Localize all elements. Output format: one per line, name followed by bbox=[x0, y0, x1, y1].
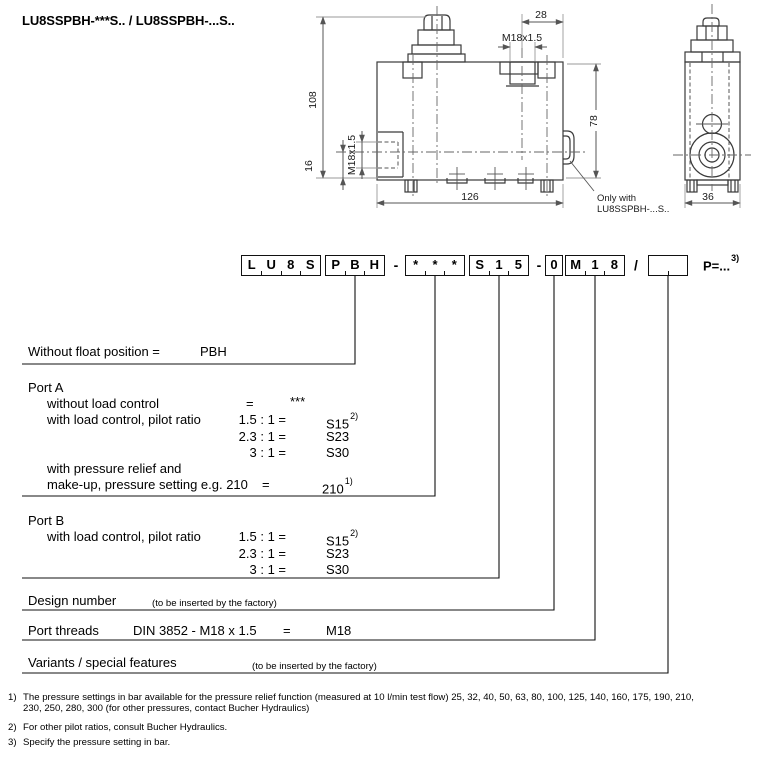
dim-16-label: 16 bbox=[303, 160, 315, 172]
code-char: 8 bbox=[281, 256, 301, 275]
code-char: H bbox=[365, 256, 384, 275]
code-box-port-a bbox=[405, 255, 465, 276]
code-char: 5 bbox=[509, 256, 528, 275]
value-text: 210 bbox=[322, 481, 344, 497]
port-a-row4-ratio: 3 : 1 = bbox=[249, 445, 286, 460]
dim-m18-top-label: M18x1.5 bbox=[501, 32, 543, 44]
code-slash: / bbox=[634, 257, 638, 273]
port-a-row2-ratio: 1.5 : 1 = bbox=[238, 412, 286, 427]
variants-label: Variants / special features bbox=[28, 655, 177, 670]
port-b-row1-ratio: 1.5 : 1 = bbox=[238, 529, 286, 544]
dim-28-label: 28 bbox=[535, 9, 547, 21]
code-char: 1 bbox=[585, 256, 604, 275]
code-char-empty bbox=[649, 256, 668, 275]
code-char: * bbox=[425, 256, 444, 275]
footnote-2-text: For other pilot ratios, consult Bucher Hydraulics. bbox=[23, 722, 228, 733]
port-b-row3-value: S30 bbox=[326, 562, 350, 577]
port-a-row1-value: *** bbox=[290, 394, 306, 409]
port-b-row2-ratio: 2.3 : 1 = bbox=[238, 546, 286, 561]
port-a-relief-value bbox=[322, 478, 353, 496]
dim-36-label: 36 bbox=[702, 191, 714, 203]
port-threads-spec: DIN 3852 - M18 x 1.5 bbox=[133, 623, 257, 638]
dim-78-label: 78 bbox=[588, 115, 600, 127]
code-box-design bbox=[545, 255, 563, 276]
design-number-note: (to be inserted by the factory) bbox=[152, 598, 277, 609]
code-char: * bbox=[413, 257, 419, 272]
code-box-port-b bbox=[469, 255, 529, 276]
code-char: P bbox=[331, 257, 340, 272]
port-b-row1-label: with load control, pilot ratio bbox=[47, 529, 201, 544]
only-with-note-line2: LU8SSPBH-...S.. bbox=[597, 204, 670, 215]
code-char: L bbox=[247, 257, 256, 272]
code-char: S bbox=[301, 256, 321, 275]
port-a-row3-value: S23 bbox=[326, 429, 350, 444]
port-b-row2-value: S23 bbox=[326, 546, 350, 561]
code-char: B bbox=[345, 256, 364, 275]
code-box-float bbox=[325, 255, 385, 276]
code-char: * bbox=[445, 256, 464, 275]
float-position-value: PBH bbox=[200, 344, 227, 359]
footnote-1-marker: 1) bbox=[8, 692, 17, 703]
dim-108-label: 108 bbox=[307, 91, 319, 109]
dim-m18-left-label: M18x1.5 bbox=[346, 134, 358, 176]
front-view-hidden-lines bbox=[378, 142, 398, 168]
code-char-empty bbox=[668, 256, 687, 275]
port-threads-label: Port threads bbox=[28, 623, 99, 638]
port-threads-eq: = bbox=[283, 623, 291, 638]
footnote-1-line2: 230, 250, 280, 300 (for other pressures, contact Bucher Hydraulics) bbox=[23, 703, 310, 714]
footnote-3-text: Specify the pressure setting in bar. bbox=[23, 737, 171, 748]
port-a-relief-label2: make-up, pressure setting e.g. 210 bbox=[47, 477, 248, 492]
code-box-threads bbox=[565, 255, 625, 276]
design-number-label: Design number bbox=[28, 593, 117, 608]
side-view-outline bbox=[685, 18, 740, 192]
code-char: 1 bbox=[489, 256, 508, 275]
notch-crosshairs bbox=[449, 167, 534, 190]
front-view-outline bbox=[377, 15, 574, 192]
centerlines bbox=[336, 4, 751, 196]
leader-line bbox=[570, 161, 594, 191]
dimension-lines bbox=[323, 17, 740, 203]
code-dash: - bbox=[536, 257, 542, 273]
port-b-row3-ratio: 3 : 1 = bbox=[249, 562, 286, 577]
code-box-series bbox=[241, 255, 321, 276]
value-text: S15 bbox=[326, 416, 350, 432]
float-position-label: Without float position = bbox=[28, 344, 160, 359]
port-a-row1-label: without load control bbox=[47, 396, 160, 411]
code-char: S bbox=[475, 257, 484, 272]
variants-note: (to be inserted by the factory) bbox=[252, 661, 377, 672]
port-a-relief-eq: = bbox=[262, 477, 270, 492]
footnote-ref-1: 1) bbox=[344, 476, 353, 486]
footnote-ref-2: 2) bbox=[350, 411, 359, 421]
code-suffix bbox=[703, 253, 740, 274]
footnote-3-marker: 3) bbox=[8, 737, 17, 748]
code-char: M bbox=[570, 257, 582, 272]
value-text: S15 bbox=[326, 533, 350, 549]
port-a-row3-ratio: 2.3 : 1 = bbox=[238, 429, 286, 444]
dim-126-label: 126 bbox=[461, 191, 479, 203]
port-b-header: Port B bbox=[28, 513, 65, 528]
port-a-row1-eq: = bbox=[246, 396, 254, 411]
footnote-2-marker: 2) bbox=[8, 722, 17, 733]
code-box-variants bbox=[648, 255, 688, 276]
port-a-row2-label: with load control, pilot ratio bbox=[47, 412, 201, 427]
footnote-1-line1: The pressure settings in bar available for the pressure relief function (measured at 10 l/min test flow) 25, 32, 40, 50, 63, 80, 100, 125, 140, 160, 175, 190, 210, bbox=[23, 692, 694, 703]
port-threads-value: M18 bbox=[326, 623, 352, 638]
footnote-ref-3: 3) bbox=[731, 253, 740, 263]
port-a-header: Port A bbox=[28, 380, 64, 395]
footnote-ref-2: 2) bbox=[350, 528, 359, 538]
code-char: U bbox=[262, 256, 282, 275]
code-char: 8 bbox=[605, 256, 624, 275]
page-title: LU8SSPBH-***S.. / LU8SSPBH-...S.. bbox=[22, 13, 235, 28]
code-dash: - bbox=[393, 257, 399, 273]
code-char: 0 bbox=[550, 257, 558, 272]
code-suffix-text: P=... bbox=[703, 258, 731, 274]
only-with-note-line1: Only with bbox=[597, 193, 637, 204]
port-a-relief-label1: with pressure relief and bbox=[47, 461, 182, 476]
port-a-row4-value: S30 bbox=[326, 445, 350, 460]
